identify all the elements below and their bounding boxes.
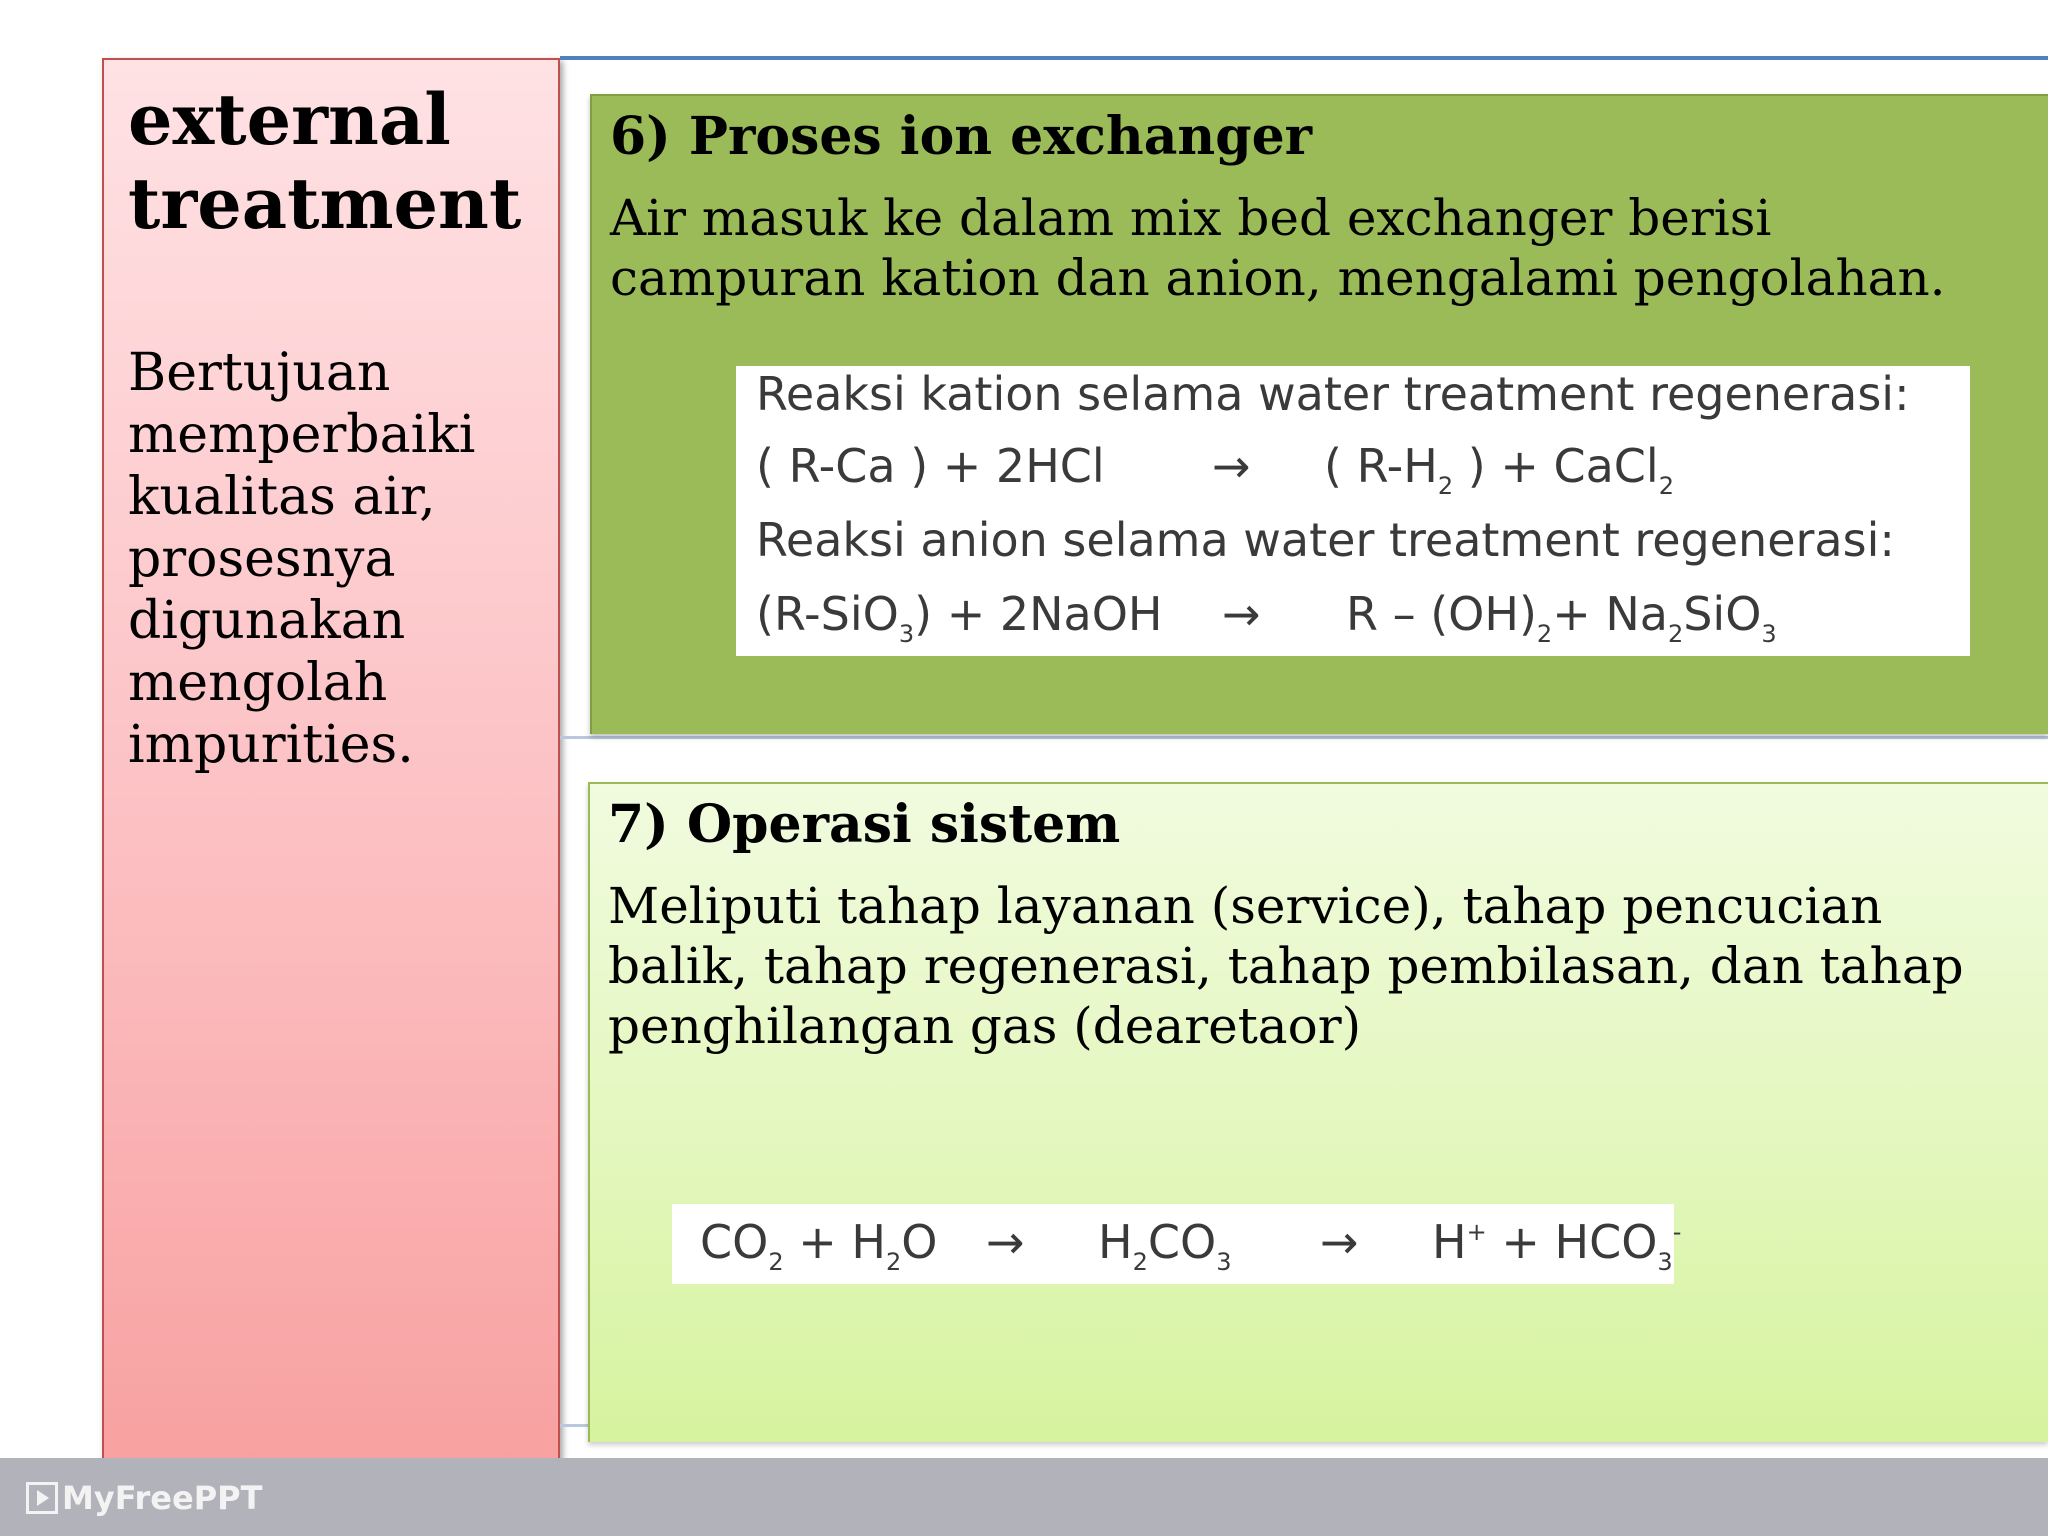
system-operation-section (588, 782, 2048, 1442)
carbonic-acid-equation (672, 1204, 1682, 1284)
anion-product: $R - (OH)_2+ Na_2SiO_3$ (1346, 587, 1777, 648)
arrow-icon: → (1320, 1215, 1359, 1269)
arrow-icon: → (1222, 587, 1261, 641)
co2-equation (700, 1214, 1682, 1276)
section6-title: 6) Proses ion exchanger (610, 106, 1313, 167)
play-icon (26, 1482, 58, 1514)
top-divider (560, 56, 2048, 60)
arrow-icon: → (986, 1215, 1025, 1269)
section6-description: Air masuk ke dalam mix bed exchanger berisi campuran kation dan anion, mengalami pengolahan. (610, 189, 1946, 307)
panel-title: external treatment (128, 78, 522, 245)
arrow-icon: → (1212, 439, 1251, 493)
ion-exchange-equations (736, 366, 1970, 656)
anion-equation (756, 586, 1956, 648)
dissociation-products: $H^+ + HCO_3^-$ (1432, 1215, 1682, 1276)
logo-text: MyFreePPT (62, 1479, 263, 1517)
cation-reactant: ( R-Ca ) + 2HCl (756, 439, 1105, 493)
anion-reactant: (R-SiO$_3$) + 2NaOH (756, 587, 1163, 648)
middle-divider (560, 736, 2048, 739)
brand-logo (26, 1478, 262, 1518)
anion-heading: Reaksi anion selama water treatment regenerasi: (756, 513, 1895, 567)
section7-description: Meliputi tahap layanan (service), tahap pencucian balik, tahap regenerasi, tahap pembilasan, dan tahap penghilangan gas (dearetaor) (608, 877, 1964, 1055)
cation-equation (756, 438, 1956, 500)
footer-bar (0, 1458, 2048, 1536)
ion-exchanger-section (590, 94, 2048, 734)
anion-product-base: R – (OH) (1346, 587, 1537, 641)
section7-title: 7) Operasi sistem (608, 794, 1121, 855)
panel-description: Bertujuan memperbaiki kualitas air, prosesnya digunakan mengolah impurities. (128, 343, 476, 775)
cation-heading: Reaksi kation selama water treatment regenerasi: (756, 367, 1910, 421)
co2-reactants: $CO_2 + H_2O$ (700, 1215, 938, 1276)
cation-product: ( $R-H_2$ ) + CaCl$_2$ (1324, 439, 1674, 500)
carbonic-acid: $H_2CO_3$ (1098, 1215, 1232, 1276)
left-panel (102, 58, 560, 1460)
